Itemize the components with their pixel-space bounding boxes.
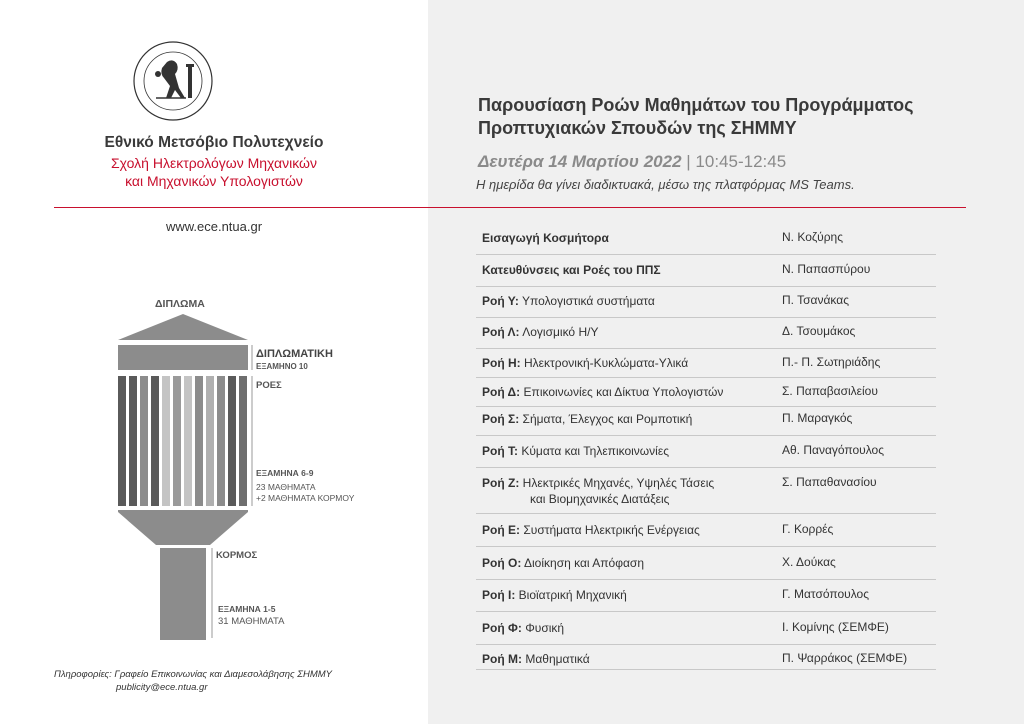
schedule-prefix: Ροή Ι: <box>482 588 516 602</box>
schedule-topic-text: Ηλεκτρικές Μηχανές, Υψηλές Τάσεις <box>522 476 715 490</box>
red-divider <box>54 207 966 208</box>
schedule-row <box>476 230 936 255</box>
schedule-speaker: Π. Τσανάκας <box>782 293 849 307</box>
schedule-prefix: Ροή Ζ: <box>482 476 520 490</box>
schedule-row <box>476 293 936 318</box>
schedule-topic-text: Λογισμικό Η/Υ <box>522 325 599 339</box>
schedule-speaker: Π. Μαραγκός <box>782 411 853 425</box>
schedule-topic <box>482 411 782 427</box>
courses-6-9-label: 23 ΜΑΘΗΜΑΤΑ <box>256 482 316 492</box>
school-line-2: και Μηχανικών Υπολογιστών <box>125 173 303 189</box>
institution-name: Εθνικό Μετσόβιο Πολυτεχνείο <box>104 134 324 151</box>
schedule-speaker: Ν. Κοζύρης <box>782 230 844 244</box>
schedule-topic <box>482 651 782 667</box>
school-line-1: Σχολή Ηλεκτρολόγων Μηχανικών <box>111 155 317 171</box>
left-panel <box>0 0 428 724</box>
diploma-label: ΔΙΠΛΩΜΑ <box>155 298 205 310</box>
schedule-speaker: Γ. Ματσόπουλος <box>782 587 869 601</box>
schedule-prefix: Ροή Ο: <box>482 556 522 570</box>
schedule-topic <box>482 355 782 371</box>
schedule-speaker: Π. Ψαρράκος (ΣΕΜΦΕ) <box>782 651 908 665</box>
website-link[interactable]: www.ece.ntua.gr <box>165 219 263 234</box>
schedule-topic <box>482 324 782 340</box>
schedule-topic <box>482 522 782 538</box>
event-dateline <box>478 152 786 172</box>
event-title <box>478 94 998 140</box>
thesis-label: ΔΙΠΛΩΜΑΤΙΚΗ <box>256 348 333 360</box>
semesters-6-9-label: ΕΞΑΜΗΝΑ 6-9 <box>256 468 314 478</box>
event-title-line-2: Προπτυχιακών Σπουδών της ΣΗΜΜΥ <box>478 118 797 138</box>
schedule-row <box>476 620 936 645</box>
schedule-topic-text: Μαθηματικά <box>525 652 590 666</box>
schedule-row <box>476 475 936 514</box>
contact-info-text: Πληροφορίες: Γραφείο Επικοινωνίας και Διαμεσολάβησης ΣΗΜΜΥ <box>54 669 333 680</box>
schedule-topic-text: Υπολογιστικά συστήματα <box>522 294 655 308</box>
schedule-speaker: Χ. Δούκας <box>782 555 836 569</box>
schedule-topic-text: Φυσική <box>525 621 565 635</box>
schedule-topic <box>482 262 782 278</box>
schedule-prefix: Ροή Τ: <box>482 444 519 458</box>
schedule-prefix: Ροή Μ: <box>482 652 522 666</box>
schedule-prefix: Εισαγωγή Κοσμήτορα <box>482 231 609 245</box>
event-separator: | <box>686 152 691 171</box>
schedule-speaker: Γ. Κορρές <box>782 522 834 536</box>
streams-label: ΡΟΕΣ <box>256 380 282 391</box>
schedule-prefix: Κατευθύνσεις και Ροές του ΠΠΣ <box>482 263 661 277</box>
schedule-topic-text: Διοίκηση και Απόφαση <box>524 556 644 570</box>
event-title-line-1: Παρουσίαση Ροών Μαθημάτων του Προγράμματος <box>478 95 914 115</box>
diagram-thesis-beam <box>118 345 248 370</box>
diagram-roof <box>118 314 248 340</box>
schedule-prefix: Ροή Λ: <box>482 325 520 339</box>
schedule-prefix: Ροή Η: <box>482 356 521 370</box>
schedule-topic-text: Βιοϊατρική Μηχανική <box>518 588 627 602</box>
event-date: Δευτέρα 14 Μαρτίου 2022 <box>478 152 682 171</box>
schedule-row <box>476 555 936 580</box>
schedule-topic <box>482 230 782 246</box>
schedule-prefix: Ροή Φ: <box>482 621 522 635</box>
schedule-topic <box>482 443 782 459</box>
schedule-speaker: Ν. Παπασπύρου <box>782 262 871 276</box>
schedule-topic-text: Ηλεκτρονική-Κυκλώματα-Υλικά <box>524 356 689 370</box>
schedule-prefix: Ροή Ε: <box>482 523 520 537</box>
diagram-graphic <box>0 0 428 724</box>
schedule-topic-text: Κύματα και Τηλεπικοινωνίες <box>521 444 669 458</box>
contact-info <box>54 668 332 694</box>
event-note: Η ημερίδα θα γίνει διαδικτυακά, μέσω της πλατφόρμας MS Teams. <box>476 177 855 192</box>
core-label: ΚΟΡΜΟΣ <box>216 550 258 561</box>
schedule-row <box>476 262 936 287</box>
thesis-semester-label: ΕΞΑΜΗΝΟ 10 <box>256 362 308 371</box>
schedule-topic <box>482 587 782 603</box>
schedule-row <box>476 522 936 547</box>
schedule-row <box>476 443 936 468</box>
diagram-funnel <box>118 510 248 545</box>
schedule-row <box>476 355 936 378</box>
schedule-topic-text-line-2: και Βιομηχανικές Διατάξεις <box>530 492 670 506</box>
diagram-core <box>160 548 206 640</box>
schedule-speaker: Π.- Π. Σωτηριάδης <box>782 355 881 369</box>
schedule-row <box>476 587 936 612</box>
schedule-topic-text: Συστήματα Ηλεκτρικής Ενέργειας <box>523 523 700 537</box>
schedule-speaker: Δ. Τσουμάκος <box>782 324 856 338</box>
schedule-topic-text: Σήματα, Έλεγχος και Ρομποτική <box>522 412 693 426</box>
schedule-prefix: Ροή Σ: <box>482 412 520 426</box>
contact-email[interactable]: publicity@ece.ntua.gr <box>116 682 208 693</box>
schedule-topic <box>482 475 782 507</box>
schedule-topic <box>482 620 782 636</box>
schedule-speaker: Αθ. Παναγόπουλος <box>782 443 885 457</box>
schedule-prefix: Ροή Υ: <box>482 294 519 308</box>
schedule-speaker: Ι. Κομίνης (ΣΕΜΦΕ) <box>782 620 889 634</box>
curriculum-diagram <box>0 0 428 724</box>
schedule-row <box>476 651 936 670</box>
schedule-topic <box>482 555 782 571</box>
schedule-prefix: Ροή Δ: <box>482 385 521 399</box>
courses-1-5-label: 31 ΜΑΘΗΜΑΤΑ <box>218 616 285 627</box>
schedule-row <box>476 384 936 407</box>
schedule-row <box>476 324 936 349</box>
core-courses-extra-label: +2 ΜΑΘΗΜΑΤΑ ΚΟΡΜΟΥ <box>256 493 355 503</box>
schedule-row <box>476 411 936 436</box>
schedule-topic <box>482 384 782 400</box>
diagram-stream-columns <box>118 376 247 506</box>
schedule-topic-text: Επικοινωνίες και Δίκτυα Υπολογιστών <box>523 385 724 399</box>
event-time: 10:45-12:45 <box>695 152 787 171</box>
schedule-topic <box>482 293 782 309</box>
schedule-speaker: Σ. Παπαβασιλείου <box>782 384 878 398</box>
semesters-1-5-label: ΕΞΑΜΗΝΑ 1-5 <box>218 604 276 614</box>
schedule-speaker: Σ. Παπαθανασίου <box>782 475 877 489</box>
